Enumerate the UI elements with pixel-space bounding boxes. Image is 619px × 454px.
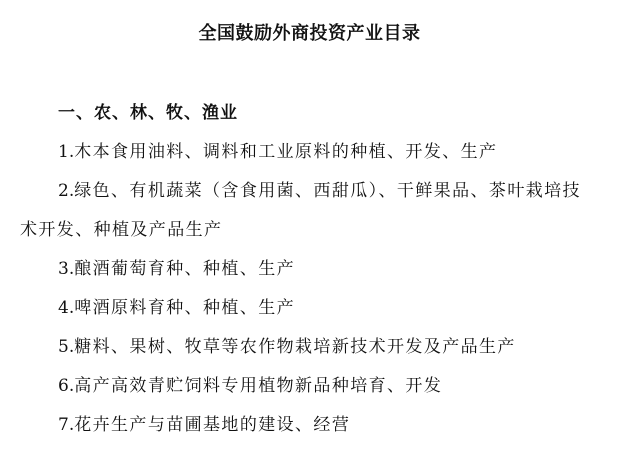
item-number: 1. [58, 142, 75, 162]
document-title: 全国鼓励外商投资产业目录 [198, 23, 421, 44]
list-item-4 [0, 289, 619, 328]
item-text: 高产高效青贮饲料专用植物新品种培育、开发 [74, 376, 443, 396]
item-number: 4. [58, 298, 75, 318]
item-text: 木本食用油料、调料和工业原料的种植、开发、生产 [74, 142, 498, 162]
item-text: 绿色、有机蔬菜（含食用菌、西甜瓜）、干鲜果品、茶叶栽培技术开发、种植及产品生产 [20, 181, 581, 240]
item-number: 3. [58, 259, 75, 279]
item-text: 啤酒原料育种、种植、生产 [74, 298, 296, 318]
section-heading: 一、农、林、牧、渔业 [58, 103, 238, 123]
list-item-6 [0, 367, 619, 406]
item-number: 5. [58, 337, 75, 357]
item-text: 酿酒葡萄育种、种植、生产 [74, 259, 296, 279]
list-item-7 [0, 406, 619, 445]
list-item-1 [0, 133, 619, 172]
list-item-3 [0, 250, 619, 289]
item-text: 糖料、果树、牧草等农作物栽培新技术开发及产品生产 [74, 337, 516, 357]
list-item-2 [0, 172, 619, 249]
list-item-5 [0, 328, 619, 367]
item-number: 7. [58, 415, 75, 435]
item-number: 2. [58, 181, 75, 201]
item-text: 花卉生产与苗圃基地的建设、经营 [74, 415, 351, 435]
item-number: 6. [58, 376, 75, 396]
